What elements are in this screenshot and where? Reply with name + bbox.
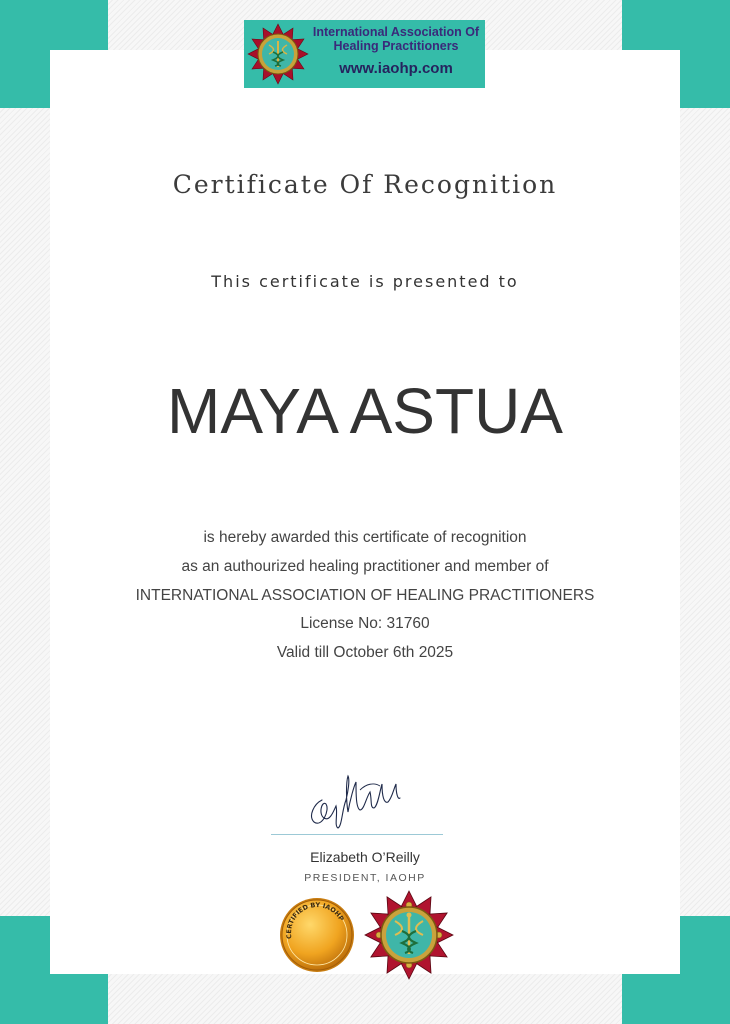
organization-name	[308, 25, 484, 53]
validity-date: Valid till October 6th 2025	[276, 644, 454, 661]
corner-bottom-right-vertical	[680, 916, 730, 1024]
certified-seal	[278, 896, 356, 974]
caduceus-icon	[364, 890, 454, 980]
license-number: License No: 31760	[300, 615, 430, 632]
signature	[300, 770, 410, 836]
signature-line	[271, 834, 443, 835]
presented-to-text: This certificate is presented to	[211, 272, 519, 291]
organization-name-line1: International Association Of	[312, 25, 480, 39]
iaohp-emblem-icon	[246, 22, 310, 86]
website-url: www.iaohp.com	[339, 60, 453, 77]
corner-bottom-left-vertical	[0, 916, 50, 1024]
award-statement: is hereby awarded this certificate of recognition	[203, 529, 527, 546]
membership-statement: as an authourized healing practitioner and member of	[181, 558, 549, 575]
organization-full-name: INTERNATIONAL ASSOCIATION OF HEALING PRACTITIONERS	[135, 587, 595, 604]
corner-top-left-vertical	[0, 0, 50, 108]
organization-name-line2: Healing Practitioners	[333, 39, 459, 53]
signatory-name: Elizabeth O’Reilly	[310, 849, 420, 865]
signatory-role: PRESIDENT, IAOHP	[304, 872, 426, 884]
recipient-name: MAYA ASTUA	[167, 375, 563, 447]
certificate-title: Certificate Of Recognition	[172, 170, 558, 199]
header-banner	[244, 20, 485, 88]
corner-top-right-vertical	[680, 0, 730, 108]
svg-text:CERTIFIED BY IAOHP: CERTIFIED BY IAOHP	[284, 900, 346, 940]
